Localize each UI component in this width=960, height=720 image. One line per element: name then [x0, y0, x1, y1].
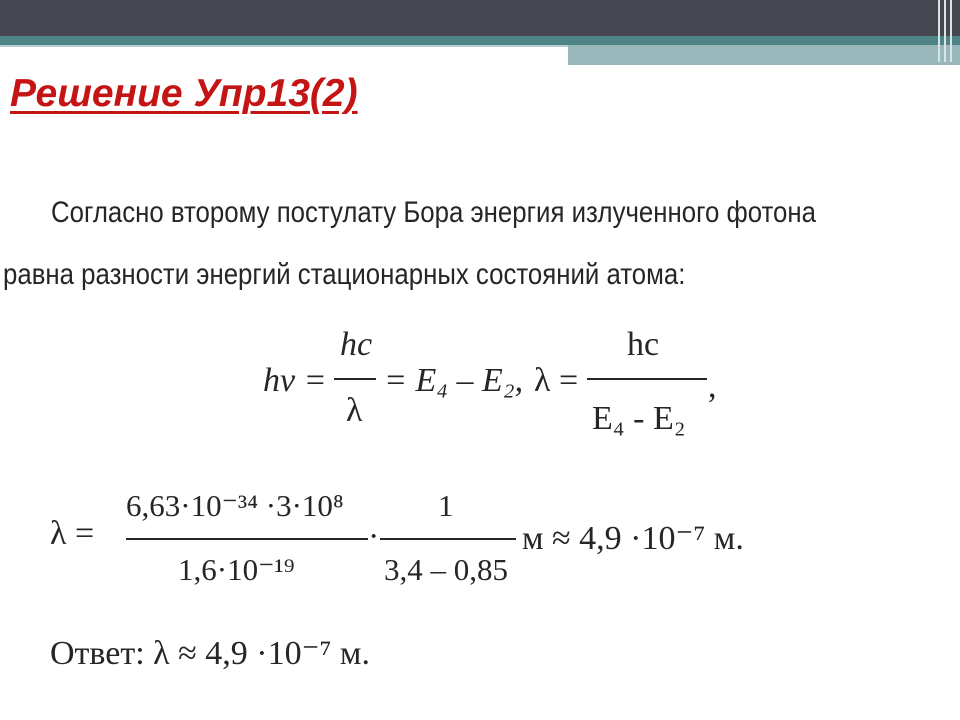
formula2-num2: 1 — [438, 488, 454, 523]
formula2-dot: · — [368, 518, 380, 555]
header-band-teal — [0, 36, 960, 45]
header-band-dark — [0, 0, 960, 36]
formula2-result: м ≈ 4,9 ·10⁻⁷ м. — [522, 520, 744, 557]
formula2-denominator: 1,6·10⁻¹⁹ — [178, 552, 295, 587]
formula2-numerator: 6,63·10⁻³⁴ ·3·10⁸ — [126, 488, 344, 523]
formula1-energy-diff: = E₄ – E₂, — [384, 362, 524, 399]
formula1-fraction-bar — [334, 378, 376, 380]
formula2-fraction-bar — [126, 538, 368, 540]
formula2-den2: 3,4 – 0,85 — [384, 552, 508, 587]
formula1-hc: hc — [340, 326, 373, 363]
corner-decoration — [936, 0, 954, 62]
formula1-fraction-bar-2 — [587, 378, 707, 380]
header-band-light — [568, 45, 960, 65]
formula1-lambda: λ — [346, 392, 363, 429]
formula1-denominator: E₄ - E₂ — [592, 400, 686, 437]
text-line-2: равна разности энергий стационарных состояний атома: — [3, 258, 686, 291]
text-line-1: Согласно второму постулату Бора энергия излученного фотона — [51, 196, 816, 229]
formula1-comma: , — [708, 368, 717, 405]
slide-title: Решение Упр13(2) — [10, 72, 358, 115]
header-band-strip — [0, 45, 568, 47]
formula1-lambda-eq: λ = — [534, 362, 579, 399]
formula2-lambda-eq: λ = — [50, 515, 95, 552]
formula1-hv: hv = — [263, 362, 327, 399]
answer-line: Ответ: λ ≈ 4,9 ·10⁻⁷ м. — [50, 635, 370, 672]
formula2-fraction-bar-2 — [380, 538, 516, 540]
formula1-hc2: hc — [627, 326, 660, 363]
